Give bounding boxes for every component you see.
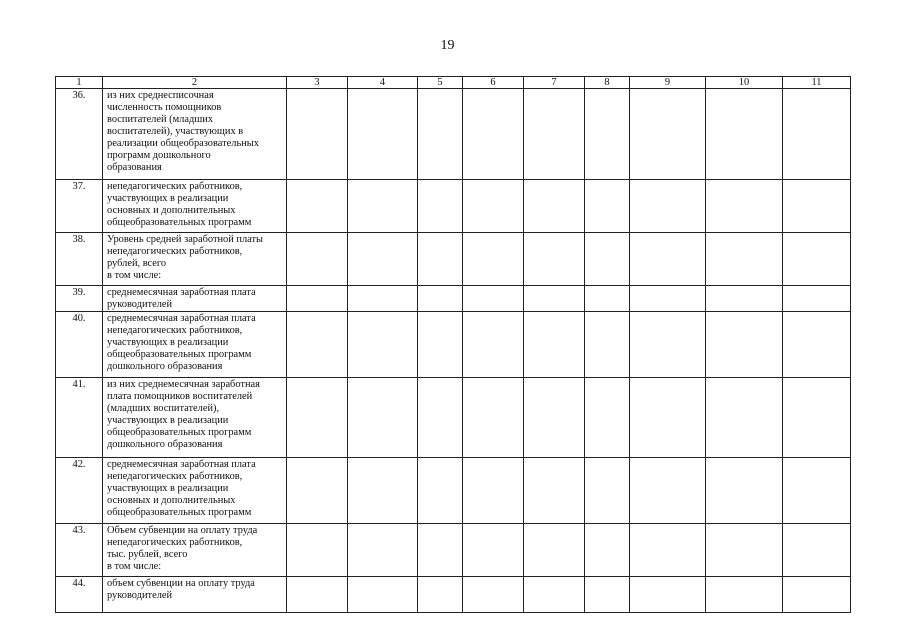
empty-cell: [630, 524, 706, 577]
column-header: 6: [463, 77, 524, 89]
empty-cell: [287, 577, 348, 613]
empty-cell: [463, 524, 524, 577]
row-number: 39.: [56, 286, 103, 312]
empty-cell: [524, 577, 585, 613]
empty-cell: [348, 89, 418, 180]
empty-cell: [287, 180, 348, 233]
empty-cell: [524, 378, 585, 458]
empty-cell: [706, 233, 783, 286]
column-header: 8: [585, 77, 630, 89]
empty-cell: [287, 458, 348, 524]
empty-cell: [463, 312, 524, 378]
table-row: [56, 286, 851, 312]
empty-cell: [348, 286, 418, 312]
empty-cell: [585, 524, 630, 577]
empty-cell: [585, 180, 630, 233]
empty-cell: [706, 577, 783, 613]
empty-cell: [706, 89, 783, 180]
empty-cell: [418, 180, 463, 233]
row-description: Объем субвенции на оплату труда непедагогических работников, тыс. рублей, всего в том числе:: [103, 524, 287, 577]
row-number: 38.: [56, 233, 103, 286]
empty-cell: [348, 180, 418, 233]
row-number: 40.: [56, 312, 103, 378]
empty-cell: [287, 524, 348, 577]
empty-cell: [348, 577, 418, 613]
row-description: из них среднесписочная численность помощников воспитателей (младших воспитателей), участвующих в реализации общеобразовательных программ дошкольного образования: [103, 89, 287, 180]
row-number: 43.: [56, 524, 103, 577]
table-row: [56, 458, 851, 524]
empty-cell: [463, 233, 524, 286]
empty-cell: [463, 180, 524, 233]
empty-cell: [463, 286, 524, 312]
empty-cell: [630, 286, 706, 312]
empty-cell: [783, 458, 851, 524]
empty-cell: [287, 312, 348, 378]
empty-cell: [418, 378, 463, 458]
empty-cell: [524, 89, 585, 180]
empty-cell: [585, 312, 630, 378]
empty-cell: [783, 577, 851, 613]
empty-cell: [348, 378, 418, 458]
empty-cell: [630, 577, 706, 613]
empty-cell: [630, 458, 706, 524]
table-row: [56, 89, 851, 180]
empty-cell: [585, 286, 630, 312]
column-header: 5: [418, 77, 463, 89]
table-row: [56, 312, 851, 378]
empty-cell: [463, 378, 524, 458]
empty-cell: [418, 233, 463, 286]
empty-cell: [348, 233, 418, 286]
empty-cell: [630, 89, 706, 180]
empty-cell: [783, 312, 851, 378]
empty-cell: [630, 312, 706, 378]
empty-cell: [630, 180, 706, 233]
table-row: [56, 233, 851, 286]
empty-cell: [418, 458, 463, 524]
empty-cell: [783, 180, 851, 233]
empty-cell: [463, 89, 524, 180]
empty-cell: [524, 233, 585, 286]
data-table: [55, 76, 851, 613]
row-number: 36.: [56, 89, 103, 180]
empty-cell: [585, 458, 630, 524]
column-header: 3: [287, 77, 348, 89]
empty-cell: [524, 458, 585, 524]
empty-cell: [524, 524, 585, 577]
empty-cell: [418, 286, 463, 312]
column-header: 2: [103, 77, 287, 89]
empty-cell: [585, 378, 630, 458]
empty-cell: [630, 378, 706, 458]
empty-cell: [463, 577, 524, 613]
table-row: [56, 378, 851, 458]
empty-cell: [524, 180, 585, 233]
header-row: [56, 77, 851, 89]
empty-cell: [585, 233, 630, 286]
empty-cell: [524, 286, 585, 312]
empty-cell: [585, 577, 630, 613]
empty-cell: [585, 89, 630, 180]
empty-cell: [418, 524, 463, 577]
row-description: среднемесячная заработная плата руководителей: [103, 286, 287, 312]
table-row: [56, 524, 851, 577]
empty-cell: [783, 524, 851, 577]
row-description: среднемесячная заработная плата непедагогических работников, участвующих в реализации общеобразовательных программ дошкольного образования: [103, 312, 287, 378]
empty-cell: [287, 233, 348, 286]
empty-cell: [287, 378, 348, 458]
empty-cell: [706, 378, 783, 458]
row-description: из них среднемесячная заработная плата помощников воспитателей (младших воспитателей), участвующих в реализации общеобразовательных программ дошкольного образования: [103, 378, 287, 458]
column-header: 10: [706, 77, 783, 89]
row-number: 37.: [56, 180, 103, 233]
table-row: [56, 577, 851, 613]
column-header: 4: [348, 77, 418, 89]
empty-cell: [463, 458, 524, 524]
empty-cell: [706, 312, 783, 378]
empty-cell: [418, 89, 463, 180]
row-description: Уровень средней заработной платы непедагогических работников, рублей, всего в том числе:: [103, 233, 287, 286]
row-description: среднемесячная заработная плата непедагогических работников, участвующих в реализации основных и дополнительных общеобразовательных программ: [103, 458, 287, 524]
empty-cell: [524, 312, 585, 378]
empty-cell: [783, 378, 851, 458]
empty-cell: [348, 458, 418, 524]
empty-cell: [287, 286, 348, 312]
empty-cell: [783, 89, 851, 180]
empty-cell: [418, 312, 463, 378]
column-header: 11: [783, 77, 851, 89]
empty-cell: [783, 233, 851, 286]
row-number: 41.: [56, 378, 103, 458]
empty-cell: [418, 577, 463, 613]
table-row: [56, 180, 851, 233]
empty-cell: [348, 312, 418, 378]
row-number: 42.: [56, 458, 103, 524]
column-header: 9: [630, 77, 706, 89]
empty-cell: [287, 89, 348, 180]
row-description: непедагогических работников, участвующих в реализации основных и дополнительных общеобразовательных программ: [103, 180, 287, 233]
row-number: 44.: [56, 577, 103, 613]
empty-cell: [348, 524, 418, 577]
empty-cell: [706, 458, 783, 524]
page-number: 19: [440, 38, 455, 53]
column-header: 1: [56, 77, 103, 89]
empty-cell: [630, 233, 706, 286]
empty-cell: [706, 286, 783, 312]
empty-cell: [783, 286, 851, 312]
empty-cell: [706, 524, 783, 577]
column-header: 7: [524, 77, 585, 89]
empty-cell: [706, 180, 783, 233]
row-description: объем субвенции на оплату труда руководителей: [103, 577, 287, 613]
